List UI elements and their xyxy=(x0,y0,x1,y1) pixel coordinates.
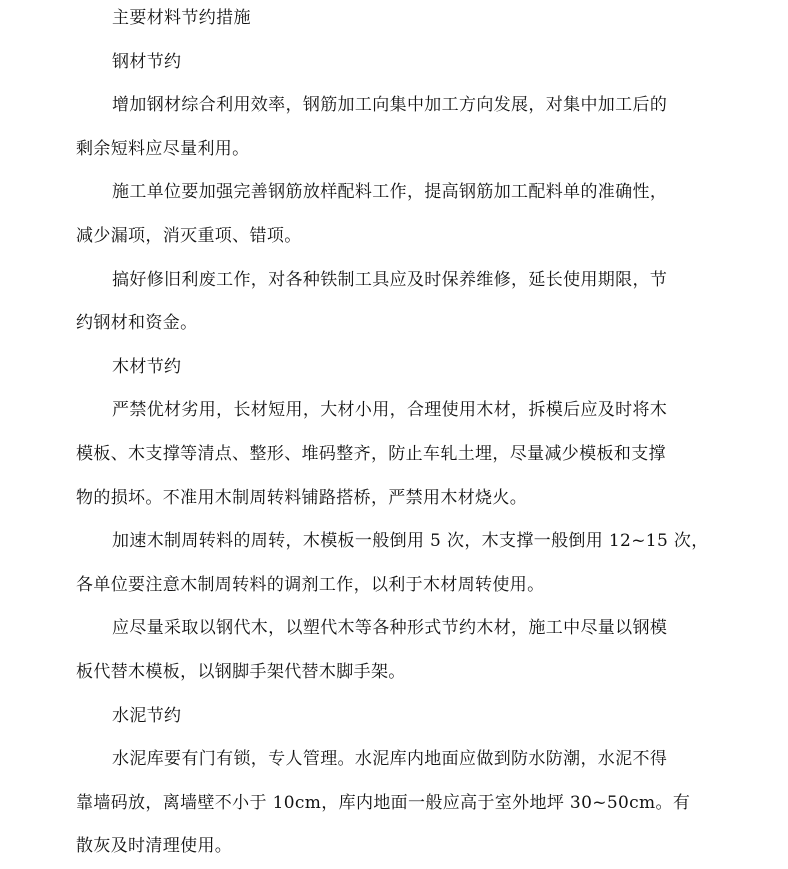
section-heading: 主要材料节约措施 xyxy=(112,8,251,28)
document-body xyxy=(76,0,712,869)
paragraph-line: 板代替木模板，以钢脚手架代替木脚手架。 xyxy=(76,661,406,682)
paragraph-line: 模板、木支撑等清点、整形、堆码整齐，防止车轧土埋，尽量减少模板和支撑 xyxy=(76,443,666,464)
paragraph-line: 加速木制周转料的周转，木模板一般倒用 5 次，木支撑一般倒用 12~15 次， xyxy=(112,531,709,552)
paragraph-line: 物的损坏。不准用木制周转料铺路搭桥，严禁用木材烧火。 xyxy=(76,487,528,508)
paragraph-line: 减少漏项，消灭重项、错项。 xyxy=(76,225,302,246)
paragraph-line: 散灰及时清理使用。 xyxy=(76,836,233,857)
paragraph-line: 靠墙码放，离墙壁不小于 10cm，库内地面一般应高于室外地坪 30~50cm。有 xyxy=(76,792,691,813)
paragraph-line: 水泥库要有门有锁，专人管理。水泥库内地面应做到防水防潮，水泥不得 xyxy=(112,749,668,770)
paragraph-line: 增加钢材综合利用效率，钢筋加工向集中加工方向发展，对集中加工后的 xyxy=(112,95,668,116)
paragraph-line: 搞好修旧利废工作，对各种铁制工具应及时保养维修，延长使用期限，节 xyxy=(112,269,668,290)
paragraph-line: 约钢材和资金。 xyxy=(76,313,198,334)
paragraph-line: 各单位要注意木制周转料的调剂工作，以利于木材周转使用。 xyxy=(76,574,545,595)
subsection-heading-cement: 水泥节约 xyxy=(112,705,182,726)
subsection-heading-wood: 木材节约 xyxy=(112,356,182,377)
paragraph-line: 施工单位要加强完善钢筋放样配料工作，提高钢筋加工配料单的准确性， xyxy=(112,182,668,203)
paragraph-line: 严禁优材劣用，长材短用，大材小用，合理使用木材，拆模后应及时将木 xyxy=(112,400,668,421)
paragraph-line: 剩余短料应尽量利用。 xyxy=(76,138,250,159)
subsection-heading-steel: 钢材节约 xyxy=(112,51,182,72)
paragraph-line: 应尽量采取以钢代木，以塑代木等各种形式节约木材，施工中尽量以钢模 xyxy=(112,618,668,639)
